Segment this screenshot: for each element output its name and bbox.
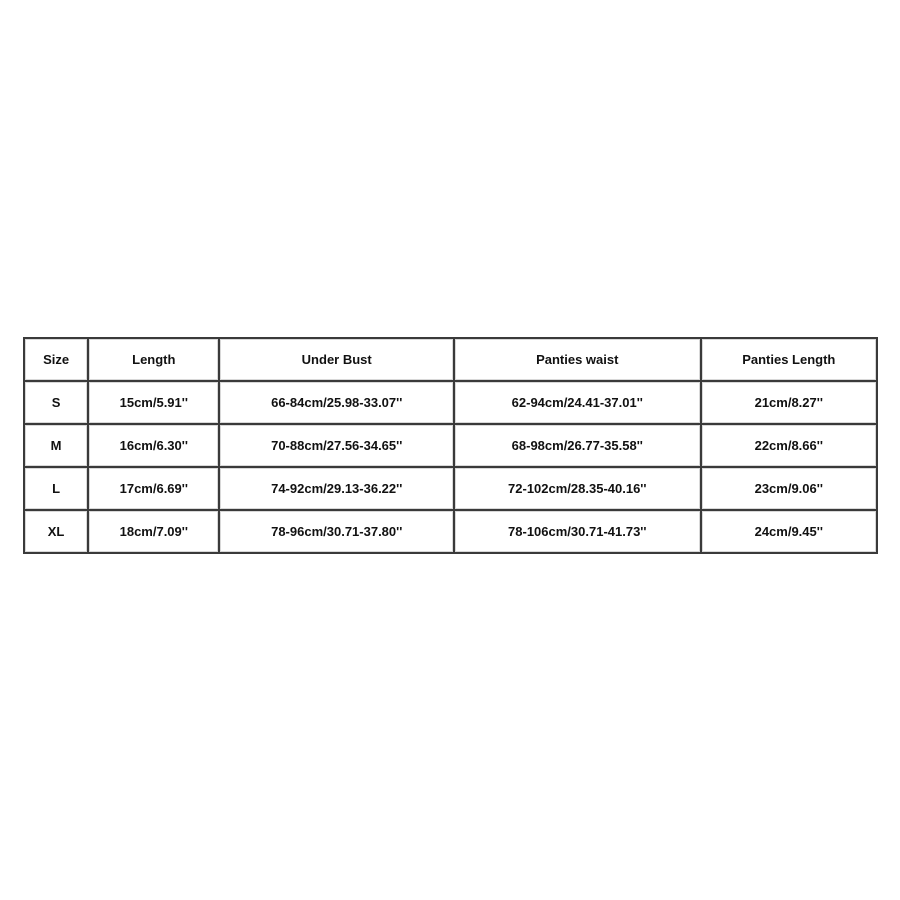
cell-under-bust: 74-92cm/29.13-36.22'' — [219, 467, 454, 510]
table-header-row — [24, 338, 877, 381]
cell-panties-waist: 72-102cm/28.35-40.16'' — [454, 467, 701, 510]
header-length: Length — [88, 338, 219, 381]
table-row — [24, 510, 877, 553]
header-panties-waist: Panties waist — [454, 338, 701, 381]
table-row — [24, 424, 877, 467]
table-row — [24, 381, 877, 424]
cell-length: 15cm/5.91'' — [88, 381, 219, 424]
cell-panties-waist: 68-98cm/26.77-35.58'' — [454, 424, 701, 467]
header-under-bust: Under Bust — [219, 338, 454, 381]
cell-panties-length: 23cm/9.06'' — [701, 467, 877, 510]
header-size: Size — [24, 338, 88, 381]
cell-length: 16cm/6.30'' — [88, 424, 219, 467]
header-panties-length: Panties Length — [701, 338, 877, 381]
cell-panties-waist: 78-106cm/30.71-41.73'' — [454, 510, 701, 553]
cell-size: M — [24, 424, 88, 467]
cell-under-bust: 70-88cm/27.56-34.65'' — [219, 424, 454, 467]
cell-size: XL — [24, 510, 88, 553]
size-chart-table — [23, 337, 878, 554]
table-row — [24, 467, 877, 510]
cell-length: 17cm/6.69'' — [88, 467, 219, 510]
cell-size: S — [24, 381, 88, 424]
cell-panties-length: 21cm/8.27'' — [701, 381, 877, 424]
cell-size: L — [24, 467, 88, 510]
cell-panties-waist: 62-94cm/24.41-37.01'' — [454, 381, 701, 424]
cell-under-bust: 66-84cm/25.98-33.07'' — [219, 381, 454, 424]
cell-length: 18cm/7.09'' — [88, 510, 219, 553]
cell-panties-length: 24cm/9.45'' — [701, 510, 877, 553]
cell-under-bust: 78-96cm/30.71-37.80'' — [219, 510, 454, 553]
cell-panties-length: 22cm/8.66'' — [701, 424, 877, 467]
